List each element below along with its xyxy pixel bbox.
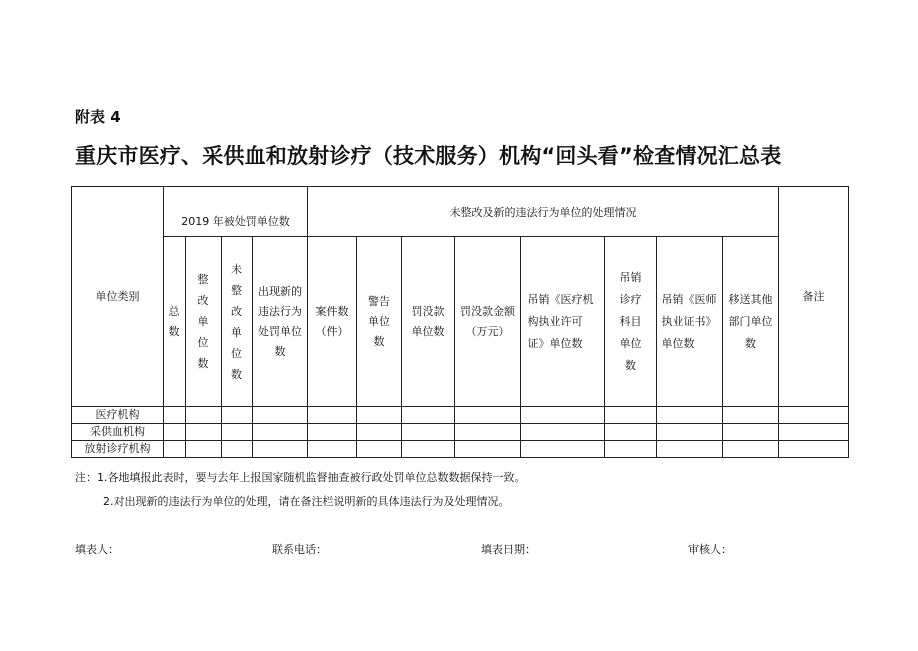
header-new-violation: 出现新的违法行为处罚单位数 (253, 237, 308, 407)
note-1: 注：1.各地填报此表时，要与去年上报国家随机监督抽查被行政处罚单位总数数据保持一致。 (75, 471, 526, 484)
header-rectified: 整改单位数 (186, 237, 222, 407)
table-row (72, 407, 849, 424)
notes (75, 466, 526, 514)
summary-table (71, 186, 849, 458)
header-transfer: 移送其他部门单位数 (723, 237, 779, 407)
row-label-radiology: 放射诊疗机构 (72, 441, 164, 458)
header-revoke-license: 吊销《医疗机构执业许可证》单位数 (521, 237, 605, 407)
header-unit-category: 单位类别 (72, 187, 164, 407)
signature-filler: 填表人： (75, 543, 119, 556)
header-handling-group: 未整改及新的违法行为单位的处理情况 (308, 187, 779, 237)
header-remarks: 备注 (779, 187, 849, 407)
signature-phone: 联系电话： (272, 543, 327, 556)
header-revoke-practice: 吊销《医师执业证书》单位数 (657, 237, 723, 407)
annex-label: 附表 4 (75, 108, 121, 126)
table-row (72, 441, 849, 458)
signature-date: 填表日期： (481, 543, 536, 556)
note-2: 2.对出现新的违法行为单位的处理，请在备注栏说明新的具体违法行为及处理情况。 (103, 495, 510, 508)
header-unrectified: 未整改单位数 (222, 237, 253, 407)
header-warning: 警告单位数 (357, 237, 402, 407)
header-amount: 罚没款金额（万元） (455, 237, 521, 407)
header-confiscation: 罚没款单位数 (402, 237, 455, 407)
header-penalized-group: 2019 年被处罚单位数 (164, 187, 308, 237)
table-row (72, 424, 849, 441)
header-total: 总数 (164, 237, 186, 407)
row-label-medical: 医疗机构 (72, 407, 164, 424)
header-revoke-subject: 吊销诊疗科目单位数 (605, 237, 657, 407)
page-title: 重庆市医疗、采供血和放射诊疗（技术服务）机构“回头看”检查情况汇总表 (75, 144, 782, 168)
row-label-blood: 采供血机构 (72, 424, 164, 441)
header-cases: 案件数（件） (308, 237, 357, 407)
signature-reviewer: 审核人： (688, 543, 732, 556)
